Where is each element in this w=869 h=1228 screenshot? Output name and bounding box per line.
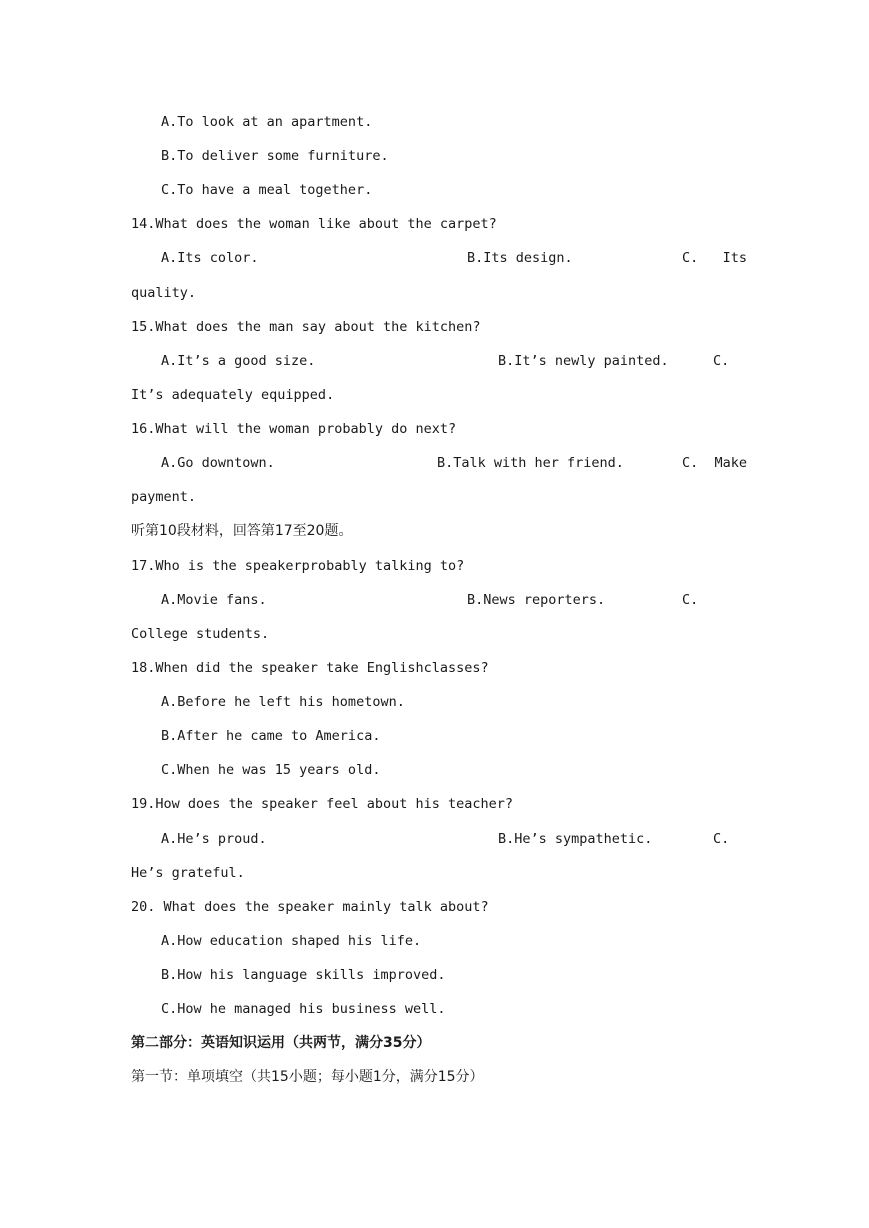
- part-2-heading: 第二部分：英语知识运用（共两节，满分35分）: [131, 1035, 431, 1051]
- q15-option-a: A.It’s a good size.: [161, 353, 316, 369]
- q16-option-c-tail: payment.: [131, 489, 197, 505]
- section-1-heading: 第一节：单项填空（共15小题；每小题1分，满分15分）: [131, 1069, 484, 1085]
- q16-option-b: B.Talk with her friend.: [437, 455, 624, 471]
- q17-option-b: B.News reporters.: [467, 592, 606, 608]
- section-10-instruction: 听第10段材料，回答第17至20题。: [131, 523, 353, 539]
- q18-option-c: C.When he was 15 years old.: [161, 762, 381, 778]
- q14-option-b: B.Its design.: [467, 250, 573, 266]
- q19-option-c-tail: He’s grateful.: [131, 865, 245, 881]
- q20-option-b: B.How his language skills improved.: [161, 967, 446, 983]
- q15-question: 15.What does the man say about the kitchen?: [131, 319, 481, 335]
- q14-question: 14.What does the woman like about the carpet?: [131, 216, 497, 232]
- q20-option-a: A.How education shaped his life.: [161, 933, 422, 949]
- q19-question: 19.How does the speaker feel about his teacher?: [131, 796, 514, 812]
- q13-option-b: B.To deliver some furniture.: [161, 148, 389, 164]
- q13-option-a: A.To look at an apartment.: [161, 114, 373, 130]
- q14-option-c-tail: quality.: [131, 285, 197, 301]
- q17-option-c-head: C.: [682, 592, 699, 608]
- q19-option-a: A.He’s proud.: [161, 831, 267, 847]
- q19-option-b: B.He’s sympathetic.: [498, 831, 653, 847]
- q14-option-c-head: C. Its: [682, 250, 748, 266]
- q17-option-c-tail: College students.: [131, 626, 270, 642]
- q16-option-c-head: C. Make: [682, 455, 748, 471]
- q13-option-c: C.To have a meal together.: [161, 182, 373, 198]
- q15-option-c-head: C.: [713, 353, 730, 369]
- q20-option-c: C.How he managed his business well.: [161, 1001, 446, 1017]
- q16-option-a: A.Go downtown.: [161, 455, 275, 471]
- q18-question: 18.When did the speaker take Englishclasses?: [131, 660, 489, 676]
- q18-option-b: B.After he came to America.: [161, 728, 381, 744]
- q20-question: 20. What does the speaker mainly talk about?: [131, 899, 489, 915]
- q15-option-b: B.It’s newly painted.: [498, 353, 669, 369]
- q15-option-c-tail: It’s adequately equipped.: [131, 387, 335, 403]
- q19-option-c-head: C.: [713, 831, 730, 847]
- q18-option-a: A.Before he left his hometown.: [161, 694, 405, 710]
- q16-question: 16.What will the woman probably do next?: [131, 421, 457, 437]
- q14-option-a: A.Its color.: [161, 250, 259, 266]
- q17-question: 17.Who is the speakerprobably talking to?: [131, 558, 465, 574]
- q17-option-a: A.Movie fans.: [161, 592, 267, 608]
